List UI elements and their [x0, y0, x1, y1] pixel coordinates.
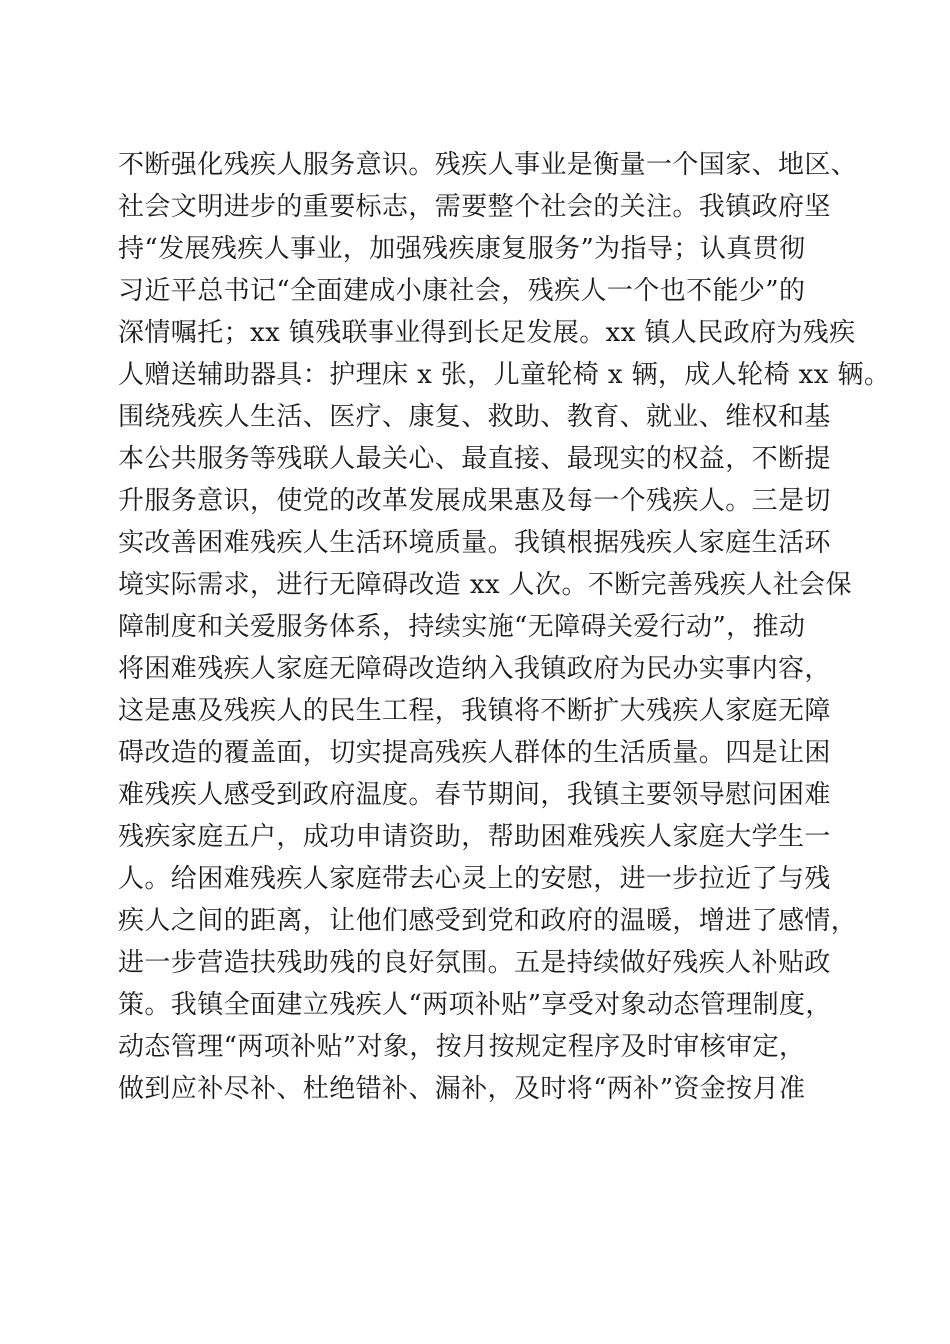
- text-line: 习近平总书记“全面建成小康社会，残疾人一个也不能少”的: [118, 276, 806, 306]
- text-line: 动态管理“两项补贴”对象，按月按规定程序及时审核审定，: [118, 1032, 806, 1062]
- text-line: 深情嘱托；xx 镇残联事业得到长足发展。xx 镇人民政府为残疾: [118, 318, 856, 348]
- text-line: 社会文明进步的重要标志，需要整个社会的关注。我镇政府坚: [118, 192, 831, 222]
- text-line: 进一步营造扶残助残的良好氛围。五是持续做好残疾人补贴政: [118, 948, 831, 978]
- text-line: 策。我镇全面建立残疾人“两项补贴”享受对象动态管理制度，: [118, 990, 832, 1020]
- text-line: 将困难残疾人家庭无障碍改造纳入我镇政府为民办实事内容，: [118, 654, 831, 684]
- body-paragraph: [118, 144, 891, 1110]
- text-line: 本公共服务等残联人最关心、最直接、最现实的权益，不断提: [118, 444, 831, 474]
- text-line: 难残疾人感受到政府温度。春节期间，我镇主要领导慰问困难: [118, 780, 831, 810]
- text-line: 实改善困难残疾人生活环境质量。我镇根据残疾人家庭生活环: [118, 528, 831, 558]
- text-line: 围绕残疾人生活、医疗、康复、救助、教育、就业、维权和基: [118, 402, 831, 432]
- text-line: 持“发展残疾人事业，加强残疾康复服务”为指导；认真贯彻: [118, 234, 806, 264]
- text-line: 做到应补尽补、杜绝错补、漏补，及时将“两补”资金按月准: [118, 1074, 806, 1104]
- text-line: 疾人之间的距离，让他们感受到党和政府的温暖，增进了感情，: [118, 906, 858, 936]
- text-line: 障制度和关爱服务体系，持续实施“无障碍关爱行动”，推动: [118, 612, 806, 642]
- text-line: 升服务意识，使党的改革发展成果惠及每一个残疾人。三是切: [118, 486, 831, 516]
- text-line: 残疾家庭五户，成功申请资助，帮助困难残疾人家庭大学生一: [118, 822, 831, 852]
- text-line: 人。给困难残疾人家庭带去心灵上的安慰，进一步拉近了与残: [118, 864, 831, 894]
- text-line: 碍改造的覆盖面，切实提高残疾人群体的生活质量。四是让困: [118, 738, 831, 768]
- text-line: 这是惠及残疾人的民生工程，我镇将不断扩大残疾人家庭无障: [118, 696, 831, 726]
- text-line: 境实际需求，进行无障碍改造 xx 人次。不断完善残疾人社会保: [118, 570, 852, 600]
- text-line: 不断强化残疾人服务意识。残疾人事业是衡量一个国家、地区、: [118, 150, 858, 180]
- text-line: 人赠送辅助器具：护理床 x 张，儿童轮椅 x 辆，成人轮椅 xx 辆。: [118, 360, 891, 390]
